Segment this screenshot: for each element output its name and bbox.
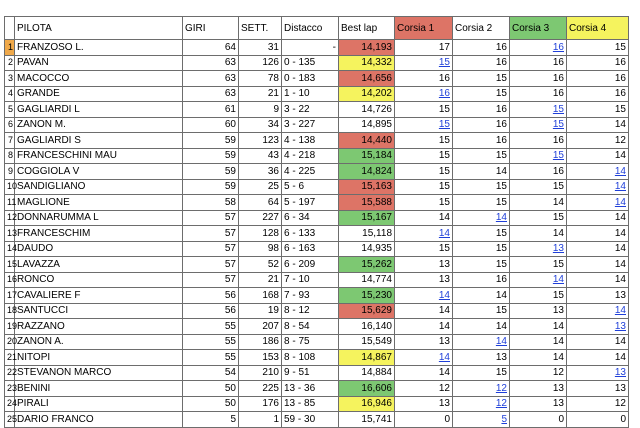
header-corsia-2[interactable]: Corsia 2 — [453, 17, 510, 40]
row-number-cell[interactable]: 12 — [5, 210, 15, 226]
corsia-1-cell[interactable]: 0 — [395, 412, 453, 428]
row-number-cell[interactable]: 13 — [5, 226, 15, 242]
distacco-cell[interactable]: 13 - 36 — [282, 381, 339, 397]
corsia-4-cell[interactable]: 16 — [567, 86, 629, 102]
pilota-cell[interactable]: DAUDO — [15, 241, 183, 257]
corsia-4-cell[interactable]: 0 — [567, 412, 629, 428]
giri-cell[interactable]: 56 — [183, 288, 239, 304]
giri-cell[interactable]: 60 — [183, 117, 239, 133]
row-number-cell[interactable]: 7 — [5, 133, 15, 149]
corsia-4-cell[interactable]: 13 — [567, 288, 629, 304]
corsia-3-cell[interactable]: 15 — [510, 288, 567, 304]
corsia-1-cell[interactable]: 15 — [395, 55, 453, 71]
results-body — [5, 40, 629, 428]
giri-cell[interactable]: 57 — [183, 272, 239, 288]
corsia-2-cell[interactable]: 16 — [453, 133, 510, 149]
corsia-1-cell[interactable]: 15 — [395, 148, 453, 164]
corsia-1-cell[interactable]: 14 — [395, 226, 453, 242]
sett-cell[interactable]: 19 — [239, 303, 282, 319]
corsia-4-cell[interactable]: 14 — [567, 226, 629, 242]
best-lap-cell[interactable]: 14,656 — [339, 71, 395, 87]
giri-cell[interactable]: 57 — [183, 257, 239, 273]
best-lap-cell[interactable]: 16,606 — [339, 381, 395, 397]
table-row[interactable] — [5, 396, 629, 412]
sett-cell[interactable]: 34 — [239, 117, 282, 133]
giri-cell[interactable]: 61 — [183, 102, 239, 118]
row-number-cell[interactable]: 9 — [5, 164, 15, 180]
distacco-cell[interactable]: 3 - 227 — [282, 117, 339, 133]
row-number-cell[interactable]: 2 — [5, 55, 15, 71]
sett-cell[interactable]: 176 — [239, 396, 282, 412]
corsia-4-cell[interactable]: 14 — [567, 257, 629, 273]
distacco-cell[interactable]: 8 - 75 — [282, 334, 339, 350]
row-number-cell[interactable]: 19 — [5, 319, 15, 335]
corsia-1-cell[interactable]: 15 — [395, 179, 453, 195]
pilota-cell[interactable]: GRANDE — [15, 86, 183, 102]
corsia-2-cell[interactable]: 12 — [453, 396, 510, 412]
pilota-cell[interactable]: FRANCESCHINI MAU — [15, 148, 183, 164]
corsia-3-cell[interactable]: 14 — [510, 272, 567, 288]
header-distacco[interactable]: Distacco — [282, 17, 339, 40]
best-lap-cell[interactable]: 14,726 — [339, 102, 395, 118]
giri-cell[interactable]: 56 — [183, 303, 239, 319]
corsia-1-cell[interactable]: 13 — [395, 257, 453, 273]
best-lap-cell[interactable]: 15,741 — [339, 412, 395, 428]
corsia-2-cell[interactable]: 14 — [453, 164, 510, 180]
corsia-3-cell[interactable]: 15 — [510, 257, 567, 273]
corsia-4-cell[interactable]: 15 — [567, 40, 629, 56]
row-number-cell[interactable]: 22 — [5, 365, 15, 381]
pilota-cell[interactable]: CAVALIERE F — [15, 288, 183, 304]
corsia-1-cell[interactable]: 14 — [395, 303, 453, 319]
sett-cell[interactable]: 21 — [239, 86, 282, 102]
giri-cell[interactable]: 64 — [183, 40, 239, 56]
distacco-cell[interactable]: 0 - 135 — [282, 55, 339, 71]
row-number-cell[interactable]: 3 — [5, 71, 15, 87]
corsia-3-cell[interactable]: 14 — [510, 334, 567, 350]
sett-cell[interactable]: 153 — [239, 350, 282, 366]
corsia-3-cell[interactable]: 14 — [510, 195, 567, 211]
giri-cell[interactable]: 59 — [183, 133, 239, 149]
corsia-4-cell[interactable]: 14 — [567, 195, 629, 211]
corsia-3-cell[interactable]: 15 — [510, 148, 567, 164]
row-number-cell[interactable]: 23 — [5, 381, 15, 397]
distacco-cell[interactable]: 8 - 54 — [282, 319, 339, 335]
corsia-3-cell[interactable]: 16 — [510, 86, 567, 102]
row-number-cell[interactable]: 1 — [5, 40, 15, 56]
giri-cell[interactable]: 63 — [183, 71, 239, 87]
row-number-cell[interactable]: 11 — [5, 195, 15, 211]
sett-cell[interactable]: 168 — [239, 288, 282, 304]
distacco-cell[interactable]: 3 - 22 — [282, 102, 339, 118]
table-row[interactable] — [5, 148, 629, 164]
sett-cell[interactable]: 123 — [239, 133, 282, 149]
sett-cell[interactable]: 225 — [239, 381, 282, 397]
best-lap-cell[interactable]: 14,935 — [339, 241, 395, 257]
results-table — [4, 16, 629, 428]
corsia-1-cell[interactable]: 13 — [395, 334, 453, 350]
sett-cell[interactable]: 186 — [239, 334, 282, 350]
corsia-2-cell[interactable]: 15 — [453, 86, 510, 102]
corsia-1-cell[interactable]: 15 — [395, 164, 453, 180]
table-row[interactable] — [5, 55, 629, 71]
corsia-1-cell[interactable]: 13 — [395, 272, 453, 288]
table-row[interactable] — [5, 241, 629, 257]
distacco-cell[interactable]: 4 - 225 — [282, 164, 339, 180]
sett-cell[interactable]: 52 — [239, 257, 282, 273]
corsia-2-cell[interactable]: 14 — [453, 319, 510, 335]
corsia-2-cell[interactable]: 16 — [453, 272, 510, 288]
corsia-4-cell[interactable]: 13 — [567, 381, 629, 397]
row-number-cell[interactable]: 4 — [5, 86, 15, 102]
pilota-cell[interactable]: GAGLIARDI L — [15, 102, 183, 118]
corsia-2-cell[interactable]: 15 — [453, 179, 510, 195]
corsia-4-cell[interactable]: 14 — [567, 241, 629, 257]
header-giri[interactable]: GIRI — [183, 17, 239, 40]
pilota-cell[interactable]: MAGLIONE — [15, 195, 183, 211]
corsia-2-cell[interactable]: 15 — [453, 303, 510, 319]
corsia-2-cell[interactable]: 15 — [453, 365, 510, 381]
pilota-cell[interactable]: SANDIGLIANO — [15, 179, 183, 195]
corsia-3-cell[interactable]: 16 — [510, 133, 567, 149]
giri-cell[interactable]: 50 — [183, 396, 239, 412]
pilota-cell[interactable]: FRANCESCHIM — [15, 226, 183, 242]
best-lap-cell[interactable]: 14,867 — [339, 350, 395, 366]
best-lap-cell[interactable]: 15,549 — [339, 334, 395, 350]
row-number-cell[interactable]: 15 — [5, 257, 15, 273]
distacco-cell[interactable]: 7 - 10 — [282, 272, 339, 288]
distacco-cell[interactable]: - — [282, 40, 339, 56]
giri-cell[interactable]: 55 — [183, 350, 239, 366]
corsia-2-cell[interactable]: 14 — [453, 210, 510, 226]
corsia-3-cell[interactable]: 14 — [510, 226, 567, 242]
giri-cell[interactable]: 55 — [183, 334, 239, 350]
table-row[interactable] — [5, 164, 629, 180]
sett-cell[interactable]: 210 — [239, 365, 282, 381]
best-lap-cell[interactable]: 14,440 — [339, 133, 395, 149]
table-row[interactable] — [5, 71, 629, 87]
corsia-3-cell[interactable]: 16 — [510, 164, 567, 180]
corsia-4-cell[interactable]: 16 — [567, 55, 629, 71]
giri-cell[interactable]: 57 — [183, 226, 239, 242]
corsia-1-cell[interactable]: 15 — [395, 241, 453, 257]
header-row — [5, 17, 629, 40]
best-lap-cell[interactable]: 15,262 — [339, 257, 395, 273]
distacco-cell[interactable]: 1 - 10 — [282, 86, 339, 102]
table-row[interactable] — [5, 40, 629, 56]
row-number-cell[interactable]: 6 — [5, 117, 15, 133]
row-number-cell[interactable]: 10 — [5, 179, 15, 195]
corsia-3-cell[interactable]: 13 — [510, 381, 567, 397]
corsia-2-cell[interactable]: 15 — [453, 148, 510, 164]
row-number-cell[interactable]: 24 — [5, 396, 15, 412]
corsia-1-cell[interactable]: 17 — [395, 40, 453, 56]
corsia-3-cell[interactable]: 13 — [510, 396, 567, 412]
giri-cell[interactable]: 5 — [183, 412, 239, 428]
header-corsia-3[interactable]: Corsia 3 — [510, 17, 567, 40]
sett-cell[interactable]: 31 — [239, 40, 282, 56]
distacco-cell[interactable]: 6 - 163 — [282, 241, 339, 257]
corsia-2-cell[interactable]: 5 — [453, 412, 510, 428]
best-lap-cell[interactable]: 16,140 — [339, 319, 395, 335]
table-row[interactable] — [5, 133, 629, 149]
corsia-4-cell[interactable]: 12 — [567, 396, 629, 412]
best-lap-cell[interactable]: 16,946 — [339, 396, 395, 412]
pilota-cell[interactable]: DONNARUMMA L — [15, 210, 183, 226]
corsia-1-cell[interactable]: 15 — [395, 117, 453, 133]
header-pilota[interactable]: PILOTA — [15, 17, 183, 40]
best-lap-cell[interactable]: 14,202 — [339, 86, 395, 102]
sett-cell[interactable]: 43 — [239, 148, 282, 164]
corsia-4-cell[interactable]: 13 — [567, 319, 629, 335]
corsia-1-cell[interactable]: 14 — [395, 350, 453, 366]
row-number-cell[interactable]: 8 — [5, 148, 15, 164]
results-spreadsheet — [4, 16, 628, 428]
table-row[interactable] — [5, 179, 629, 195]
best-lap-cell[interactable]: 15,118 — [339, 226, 395, 242]
corsia-3-cell[interactable]: 13 — [510, 241, 567, 257]
giri-cell[interactable]: 58 — [183, 195, 239, 211]
corsia-4-cell[interactable]: 14 — [567, 303, 629, 319]
best-lap-cell[interactable]: 14,774 — [339, 272, 395, 288]
corsia-3-cell[interactable]: 16 — [510, 55, 567, 71]
corsia-2-cell[interactable]: 15 — [453, 195, 510, 211]
best-lap-cell[interactable]: 15,629 — [339, 303, 395, 319]
giri-cell[interactable]: 54 — [183, 365, 239, 381]
pilota-cell[interactable]: PIRALI — [15, 396, 183, 412]
pilota-cell[interactable]: GAGLIARDI S — [15, 133, 183, 149]
distacco-cell[interactable]: 59 - 30 — [282, 412, 339, 428]
distacco-cell[interactable]: 6 - 133 — [282, 226, 339, 242]
pilota-cell[interactable]: STEVANON MARCO — [15, 365, 183, 381]
distacco-cell[interactable]: 6 - 209 — [282, 257, 339, 273]
table-row[interactable] — [5, 195, 629, 211]
corsia-2-cell[interactable]: 16 — [453, 102, 510, 118]
sett-cell[interactable]: 207 — [239, 319, 282, 335]
sett-cell[interactable]: 1 — [239, 412, 282, 428]
best-lap-cell[interactable]: 14,884 — [339, 365, 395, 381]
corsia-3-cell[interactable]: 15 — [510, 210, 567, 226]
sett-cell[interactable]: 128 — [239, 226, 282, 242]
table-row[interactable] — [5, 117, 629, 133]
corsia-1-cell[interactable]: 16 — [395, 86, 453, 102]
corsia-3-cell[interactable]: 16 — [510, 40, 567, 56]
sett-cell[interactable]: 64 — [239, 195, 282, 211]
corsia-4-cell[interactable]: 12 — [567, 133, 629, 149]
corsia-3-cell[interactable]: 14 — [510, 319, 567, 335]
table-row[interactable] — [5, 319, 629, 335]
sett-cell[interactable]: 78 — [239, 71, 282, 87]
best-lap-cell[interactable]: 15,167 — [339, 210, 395, 226]
best-lap-cell[interactable]: 14,193 — [339, 40, 395, 56]
row-number-cell[interactable]: 14 — [5, 241, 15, 257]
corsia-3-cell[interactable]: 12 — [510, 365, 567, 381]
giri-cell[interactable]: 59 — [183, 148, 239, 164]
table-row[interactable] — [5, 210, 629, 226]
corsia-1-cell[interactable]: 15 — [395, 195, 453, 211]
corsia-1-cell[interactable]: 14 — [395, 210, 453, 226]
table-row[interactable] — [5, 257, 629, 273]
corsia-2-cell[interactable]: 12 — [453, 381, 510, 397]
distacco-cell[interactable]: 6 - 34 — [282, 210, 339, 226]
best-lap-cell[interactable]: 15,184 — [339, 148, 395, 164]
table-row[interactable] — [5, 226, 629, 242]
best-lap-cell[interactable]: 15,588 — [339, 195, 395, 211]
row-number-cell[interactable]: 18 — [5, 303, 15, 319]
distacco-cell[interactable]: 4 - 218 — [282, 148, 339, 164]
pilota-cell[interactable]: SANTUCCI — [15, 303, 183, 319]
sett-cell[interactable]: 21 — [239, 272, 282, 288]
corsia-3-cell[interactable]: 13 — [510, 303, 567, 319]
corsia-2-cell[interactable]: 16 — [453, 117, 510, 133]
giri-cell[interactable]: 63 — [183, 55, 239, 71]
giri-cell[interactable]: 59 — [183, 164, 239, 180]
table-row[interactable] — [5, 303, 629, 319]
row-number-cell[interactable]: 25 — [5, 412, 15, 428]
table-row[interactable] — [5, 288, 629, 304]
corsia-2-cell[interactable]: 16 — [453, 40, 510, 56]
corsia-1-cell[interactable]: 16 — [395, 71, 453, 87]
pilota-cell[interactable]: PAVAN — [15, 55, 183, 71]
distacco-cell[interactable]: 4 - 138 — [282, 133, 339, 149]
corsia-2-cell[interactable]: 13 — [453, 350, 510, 366]
distacco-cell[interactable]: 8 - 108 — [282, 350, 339, 366]
corsia-2-cell[interactable]: 16 — [453, 55, 510, 71]
header-row-number[interactable] — [5, 17, 15, 40]
corsia-4-cell[interactable]: 14 — [567, 272, 629, 288]
row-number-cell[interactable]: 16 — [5, 272, 15, 288]
giri-cell[interactable]: 59 — [183, 179, 239, 195]
pilota-cell[interactable]: BENINI — [15, 381, 183, 397]
table-row[interactable] — [5, 381, 629, 397]
giri-cell[interactable]: 57 — [183, 241, 239, 257]
header-corsia-1[interactable]: Corsia 1 — [395, 17, 453, 40]
best-lap-cell[interactable]: 15,230 — [339, 288, 395, 304]
corsia-2-cell[interactable]: 15 — [453, 257, 510, 273]
corsia-2-cell[interactable]: 15 — [453, 71, 510, 87]
pilota-cell[interactable]: COGGIOLA V — [15, 164, 183, 180]
corsia-1-cell[interactable]: 15 — [395, 102, 453, 118]
giri-cell[interactable]: 50 — [183, 381, 239, 397]
giri-cell[interactable]: 63 — [183, 86, 239, 102]
header-best-lap[interactable]: Best lap — [339, 17, 395, 40]
pilota-cell[interactable]: ZANON M. — [15, 117, 183, 133]
pilota-cell[interactable]: DARIO FRANCO — [15, 412, 183, 428]
pilota-cell[interactable]: FRANZOSO L. — [15, 40, 183, 56]
corsia-4-cell[interactable]: 14 — [567, 179, 629, 195]
corsia-4-cell[interactable]: 14 — [567, 350, 629, 366]
distacco-cell[interactable]: 0 - 183 — [282, 71, 339, 87]
sett-cell[interactable]: 98 — [239, 241, 282, 257]
giri-cell[interactable]: 55 — [183, 319, 239, 335]
table-row[interactable] — [5, 350, 629, 366]
distacco-cell[interactable]: 9 - 51 — [282, 365, 339, 381]
pilota-cell[interactable]: RAZZANO — [15, 319, 183, 335]
distacco-cell[interactable]: 7 - 93 — [282, 288, 339, 304]
giri-cell[interactable]: 57 — [183, 210, 239, 226]
table-row[interactable] — [5, 365, 629, 381]
corsia-3-cell[interactable]: 14 — [510, 350, 567, 366]
corsia-4-cell[interactable]: 14 — [567, 164, 629, 180]
distacco-cell[interactable]: 8 - 12 — [282, 303, 339, 319]
pilota-cell[interactable]: MACOCCO — [15, 71, 183, 87]
row-number-cell[interactable]: 5 — [5, 102, 15, 118]
best-lap-cell[interactable]: 15,163 — [339, 179, 395, 195]
table-row[interactable] — [5, 102, 629, 118]
corsia-1-cell[interactable]: 14 — [395, 288, 453, 304]
corsia-4-cell[interactable]: 13 — [567, 365, 629, 381]
table-row[interactable] — [5, 334, 629, 350]
pilota-cell[interactable]: LAVAZZA — [15, 257, 183, 273]
corsia-4-cell[interactable]: 14 — [567, 148, 629, 164]
table-row[interactable] — [5, 272, 629, 288]
sett-cell[interactable]: 9 — [239, 102, 282, 118]
pilota-cell[interactable]: ZANON A. — [15, 334, 183, 350]
row-number-cell[interactable]: 17 — [5, 288, 15, 304]
header-sett[interactable]: SETT. — [239, 17, 282, 40]
corsia-1-cell[interactable]: 13 — [395, 396, 453, 412]
corsia-4-cell[interactable]: 15 — [567, 102, 629, 118]
sett-cell[interactable]: 25 — [239, 179, 282, 195]
table-row[interactable] — [5, 412, 629, 428]
corsia-4-cell[interactable]: 14 — [567, 334, 629, 350]
corsia-3-cell[interactable]: 15 — [510, 117, 567, 133]
table-row[interactable] — [5, 86, 629, 102]
best-lap-cell[interactable]: 14,824 — [339, 164, 395, 180]
corsia-1-cell[interactable]: 15 — [395, 133, 453, 149]
corsia-4-cell[interactable]: 14 — [567, 117, 629, 133]
header-corsia-4[interactable]: Corsia 4 — [567, 17, 629, 40]
corsia-1-cell[interactable]: 12 — [395, 381, 453, 397]
corsia-1-cell[interactable]: 14 — [395, 319, 453, 335]
distacco-cell[interactable]: 13 - 85 — [282, 396, 339, 412]
best-lap-cell[interactable]: 14,895 — [339, 117, 395, 133]
corsia-2-cell[interactable]: 15 — [453, 241, 510, 257]
pilota-cell[interactable]: RONCO — [15, 272, 183, 288]
corsia-3-cell[interactable]: 16 — [510, 71, 567, 87]
sett-cell[interactable]: 126 — [239, 55, 282, 71]
sett-cell[interactable]: 227 — [239, 210, 282, 226]
distacco-cell[interactable]: 5 - 197 — [282, 195, 339, 211]
corsia-1-cell[interactable]: 14 — [395, 365, 453, 381]
corsia-2-cell[interactable]: 14 — [453, 288, 510, 304]
row-number-cell[interactable]: 21 — [5, 350, 15, 366]
distacco-cell[interactable]: 5 - 6 — [282, 179, 339, 195]
corsia-3-cell[interactable]: 15 — [510, 179, 567, 195]
corsia-3-cell[interactable]: 15 — [510, 102, 567, 118]
corsia-3-cell[interactable]: 0 — [510, 412, 567, 428]
corsia-4-cell[interactable]: 14 — [567, 210, 629, 226]
corsia-4-cell[interactable]: 16 — [567, 71, 629, 87]
corsia-2-cell[interactable]: 15 — [453, 226, 510, 242]
corsia-2-cell[interactable]: 14 — [453, 334, 510, 350]
sett-cell[interactable]: 36 — [239, 164, 282, 180]
row-number-cell[interactable]: 20 — [5, 334, 15, 350]
best-lap-cell[interactable]: 14,332 — [339, 55, 395, 71]
pilota-cell[interactable]: NITOPI — [15, 350, 183, 366]
